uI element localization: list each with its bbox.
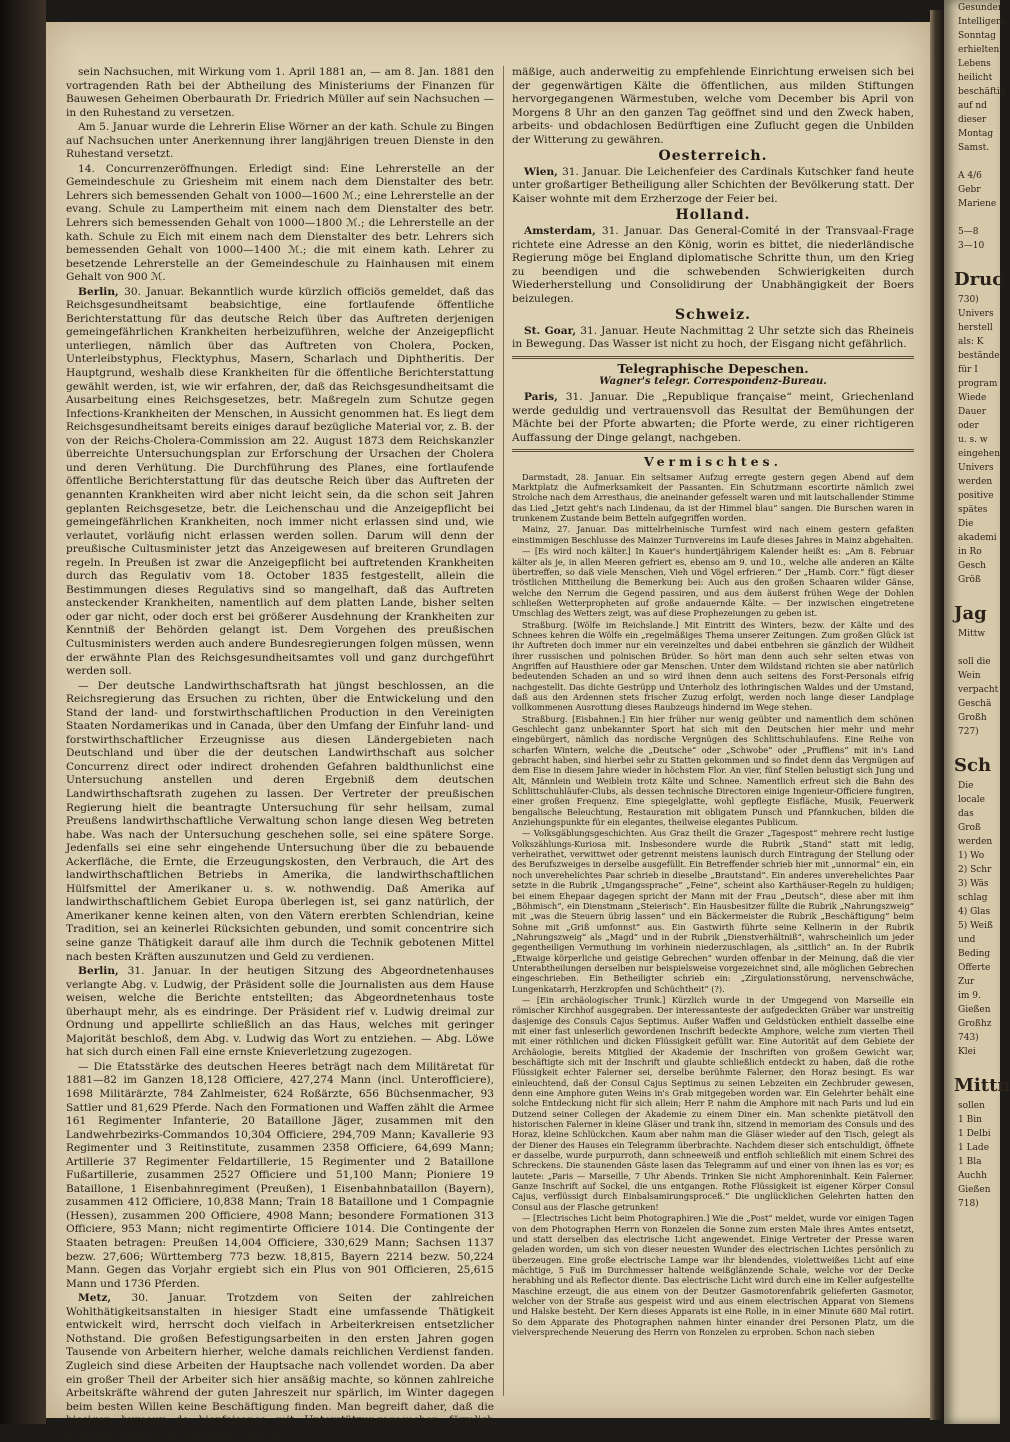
text-fragment: Univers [958, 463, 994, 473]
article-text: 30. Januar. Bekanntlich wurde kürzlich officiös gemeldet, daß das Reichsgesundheitsamt beabsichtige, eine fortlaufende öffentliche Berichterstattung für das deutsche Reich über das Auftreten derjenigen gemeingefährlichen Krankheiten herbeizuführen, welche der Anzeigepflicht unterliegen, nämlich über das Auftreten von Cholera, Pocken, Unterleibstyphus, Flecktyphus, Masern, Scharlach und Diphtheritis. Der Hauptgrund, weshalb diese Krankheiten für die öffentliche Berichterstattung gewählt werden, ist, wie wir erfahren, der, daß das Reichsgesundheitsamt die Ausarbeitung eines Reichsgesetzes, betr. Maßregeln zum Schutze gegen Infections-Krankheiten der Menschen, in Aussicht genommen hat. Es liegt dem Reichsgesundheitsamt bereits einiges darauf bezügliche Material vor, z. B. der von der Reichs-Cholera-Commission am 22. August 1873 dem Reichskanzler überreichte Untersuchungsplan zur Erforschung der Ursachen der Cholera und deren Verhütung. Die Durchführung des Planes, eine fortlaufende öffentliche Berichterstattung für das deutsche Reich über das Auftreten der genannten Krankheiten wird aber nicht leicht sein, da die schon seit Jahren geplanten Reichsgesetze, betr. die Leichenschau und die Anzeigepflicht bei gemeingefährlichen Krankheiten, noch immer nicht erlassen sind und, wie verlautet, vorläufig nicht erlassen werden sollen. Darum will denn der preußische Cultusminister jetzt das Anzeigewesen auf breiteren Grundlagen regeln. In Preußen ist zwar die Anzeigepflicht bei auftretenden Krankheiten durch das Regulativ vom 18. October 1835 festgestellt, allein die Bestimmungen dieses Regulativs sind so mangelhaft, daß das Auftreten ansteckender Krankheiten, namentlich auf dem platten Lande, bisher selten oder gar nicht, oder doch erst bei größerer Ausdehnung der Krankheiten zur Kenntniß der Behörden gelangt ist. Dem Vorgehen des preußischen Cultusministers werden auch andere Bundesregierungen folgen müssen, wenn der erwähnte Plan des Reichsgesundheitsamtes voll und ganz durchgeführt werden soll. [66, 285, 494, 678]
text-fragment: werden [958, 477, 993, 487]
text-fragment: 743) [958, 1033, 979, 1043]
section-heading-schweiz: Schweiz. [675, 307, 751, 324]
text-fragment: Groß [958, 823, 981, 833]
text-fragment [944, 738, 1000, 752]
text-fragment: Univers [958, 309, 994, 319]
text-fragment: Gießen [958, 1185, 991, 1195]
text-fragment: Großh [958, 713, 987, 723]
news-item: — [Es wird noch kälter.] In Kauer's hundertjährigem Kalender heißt es: „Am 8. Februar kälter als je, in allen Meeren gefriert es, ebenso am 9. und 10., welche alle anderen an Kälte übertreffen, so daß viele Menschen, Vieh und Vögel erfrieren.“ Der „Hamb. Corr.“ fügt dieser tröstlichen Mittheilung die Bemerkung bei: Auch aus den großen Schaaren wilder Gänse, welche den Nerrum die Gegend passiren, und aus dem äußerst frühen Wege der Dohlen schließen Wetterpropheten auf große andauernde Kälte. — Der inzwischen eingetretene Umschlag des Wetters zeigt, was auf diese Prophezeiungen zu geben ist. [512, 546, 914, 619]
article-etatsstaerke: — Die Etatsstärke des deutschen Heeres beträgt nach dem Militäretat für 1881—82 im Ganzen 18,128 Officiere, 427,274 Mann (incl. Unterofficiere), 1698 Militärärzte, 784 Zahlmeister, 624 Roßärzte, 656 Büchsenmacher, 93 Sattler und 81,629 Pferde. Nach den Formationen und Waffen zählt die Armee 161 Regimenter Infanterie, 20 Bataillone Jäger, zusammen mit den Landwehrbezirks-Commandos 10,304 Officiere, 294,709 Mann; Kavallerie 93 Regimenter und 3 Reitinstitute, zusammen 2358 Officiere, 64,699 Mann; Artillerie 37 Regimenter Feldartillerie, 15 Regimenter und 2 Bataillone Fußartillerie, zusammen 2527 Officiere und 51,100 Mann; Pioniere 19 Bataillone, 1 Eisenbahnregiment (Preußen), 1 Eisenbahnbataillon (Bayern), zusammen 412 Officiere, 10,838 Mann; Train 18 Bataillone und 1 Compagnie (Hessen), zusammen 200 Officiere, 4908 Mann; besondere Formationen 313 Officiere, 953 Mann; nicht regimentirte Officiere 1014. Die Contingente der Staaten betragen: Preußen 14,004 Officiere, 330,629 Mann; Sachsen 1137 bezw. 27,606; Württemberg 773 bezw. 18,815, Bayern 2214 bezw. 50,224 Mann. Gegen das Vorjahr ergiebt sich ein Plus von 901 Officieren, 25,615 Mann und 1736 Pferden. [66, 1060, 494, 1290]
text-fragment: oder [958, 421, 979, 431]
dateline: Paris, [524, 391, 558, 404]
text-fragment [944, 586, 1000, 600]
article-text: 30. Januar. Trotzdem von Seiten der zahlreichen Wohlthätigkeitsanstalten in hiesiger Stadt eine umfassende Thätigkeit entwickelt wird, herrscht doch vielfach in Arbeiterkreisen entsetzlicher Nothstand. Die großen Befestigungsarbeiten in den ersten Jahren gogen Tausende von Arbeitern hierher, welche damals reichlichen Verdienst fanden. Zugleich sind diese Arbeiten der Hauptsache nach vollendet worden. Da aber ein großer Theil der Arbeiter sich hier ansäßig machte, so können zahlreiche Arbeitskräfte während der guten Jahreszeit nur spärlich, im Winter dagegen beim besten Willen keine Beschäftigung finden. Man begreift daher, daß die hiesigen bureaux de bienfaisance mit Unterstützungsgesuchen förmlich bestürmt werden. Als besonders zweck- [66, 1292, 494, 1440]
adjacent-page-fragment [944, 0, 1010, 1424]
text-fragment: eingehen [958, 449, 1001, 459]
text-fragment: Auchh [958, 1171, 987, 1181]
text-fragment [944, 154, 1000, 168]
text-fragment: 1 Lade [958, 1143, 990, 1153]
text-fragment: Gebr [958, 185, 981, 195]
text-fragment: als: K [958, 337, 984, 347]
text-fragment: Intelligent [958, 17, 1006, 27]
text-fragment: 3—10 [958, 241, 985, 251]
text-fragment: 1 Bin [958, 1115, 982, 1125]
text-fragment: Größ [958, 575, 981, 585]
text-fragment: 718) [958, 1199, 979, 1209]
text-fragment: das [958, 809, 974, 819]
text-fragment: positive [958, 491, 994, 501]
article-wien [512, 166, 914, 207]
article-paris [512, 391, 914, 445]
text-fragment: Mittw [958, 629, 986, 639]
text-fragment: locale [958, 795, 985, 805]
page-edge [930, 10, 944, 1420]
text-fragment: sollen [958, 1101, 985, 1111]
text-fragment: 1 Bla [958, 1157, 982, 1167]
news-item: — [Ein archäologischer Trunk.] Kürzlich wurde in der Umgegend von Marseille ein römischer Kirchhof ausgegraben. Der interessanteste der aufgedeckten Gräber war unstreitig dasjenige des Consuls Cajus Septimus. Außer Waffen und Geldstücken enthielt dasselbe eine mit einer fast unleserlich gewordenen Inschrift bedeckte Amphore, welche zum vierten Theil mit einer röthlichen und dicken Flüssigkeit gefüllt war. Eine Autorität auf dem Gebiete der Archäologie, bereits Mitglied der Akademie der Inschriften von großem Gewicht war, beschäftigte sich mit der Inschrift und glaubte schließlich entdeckt zu haben, daß die rothe Flüssigkeit echter Falerner sei, derselbe berühmte Falerner, den Horaz besingt. Es war einleuchtend, daß der Consul Cajus Septimus zu seinen Lebzeiten ein Zechbruder gewesen, denn eine Amphore guten Weins in's Grab mitgegeben worden war. Ein Gelehrter behält eine solche Entdeckung nicht für sich allein; Herr P. nahm die Amphore mit nach Paris und lud ein Dutzend seiner Collegen der Akademie zu einem Diner ein. Man schenkte pietätvoll den historischen Falerner in kleine Gläser und trank ihn, sitzend in memoriam des Consuls und des Horaz, kleine Schlückchen. Kaum aber nahm man die Gläser wieder auf den Tisch, gelegt als der Diener des Hauses ein Telegramm überbrachte. Nachdem dieser sich entschuldigt, öffnete er dasselbe, wurde purpurroth, dann schneeweiß und entfloh schließlich mit einem Schrei des Schreckens. Die staunenden Gäste lasen das Telegramm auf und einer von ihnen las es vor; es lautete: „Paris — Marseille, 7 Uhr Abends. Trinken Sie nicht Amphoreninhalt. Kein Falerner. Ganze Inschrift auf Sockel, die uns entgangen. Rothe Flüssigkeit ist eigener Körper Consul Cajus, verflüssigt durch Einbalsamirungsproceß.“ Die unglücklichen Gelehrten hatten den Consul aus der Flasche getrunken! [512, 994, 914, 1212]
text-fragment: akademi [958, 533, 997, 543]
text-fragment: bestände [958, 351, 1000, 361]
news-item: Darmstadt, 28. Januar. Ein seltsamer Aufzug erregte gestern gegen Abend auf dem Marktplatz die Aufmerksamkeit der Passanten. Ein Schutzmann escortirte nämlich zwei Strolche nach dem Arresthaus, die aneinander gefesselt waren und mit lautschallender Stimme das Lied „Jetzt geht's nach Lindenau, da ist der Himmel blau“ sangen. Die Burschen waren in trunkenem Zustande beim Betteln aufgegriffen worden. [512, 471, 914, 524]
text-fragment: 1) Wo [958, 851, 985, 861]
text-fragment: spätes [958, 505, 988, 515]
article-landwirthschaftsrath: — Der deutsche Landwirthschaftsrath hat jüngst beschlossen, an die Reichsregierung das Ersuchen zu richten, über die Entwickelung und den Stand der land- und forstwirthschaftlichen Production in den Vereinigten Staaten Nordamerikas und in Canada, über den Umfang der Einfuhr land- und forstwirthschaftlicher Erzeugnisse aus diesen Ländergebieten nach Deutschland und über die der deutschen Landwirthschaft aus solcher Concurrenz direct oder indirect drohenden Gefahren baldthunlichst eine Untersuchung anstellen und deren Ergebniß dem deutschen Landwirthschaftsrath zugehen zu lassen. Der Vertreter der preußischen Regierung hielt die beantragte Untersuchung für sehr heilsam, zumal Preußens landwirthschaftliche Verwaltung schon lange diesen Weg betreten habe. Was nach der Untersuchung geschehen solle, sei eine spätere Sorge. Jedenfalls sei eine sehr eingehende Untersuchung über die zu bebauende Ackerfläche, die Ernte, die Erzeugungskosten, den Verbrauch, die Art des landwirthschaftlichen Betriebs in Amerika, die landwirthschaftlichen Hülfsmittel der Amerikaner u. s. w. nothwendig. Daß Amerika auf landwirthschaftlichem Gebiet Europa überlegen ist, sei ganz natürlich, der Amerikaner kenne keinen alten, von den Vätern ererbten Schlendrian, keine Tradition, sei an keinerlei Rücksichten gebunden, und somit concentrire sich seine ganze Thätigkeit darauf alle ihm durch die Technik gebotenen Mittel nach besten Kräften auszunutzen und Geld zu verdienen. [66, 679, 494, 963]
text-fragment: Mariene [958, 199, 997, 209]
text-fragment: Großhz [958, 1019, 992, 1029]
column-divider [503, 66, 504, 1396]
text-fragment: erhielten [958, 45, 1000, 55]
text-fragment: Samst. [958, 143, 990, 153]
text-fragment: Wiede [958, 393, 987, 403]
section-heading-vermischtes: Vermischtes. [644, 454, 782, 470]
text-fragment: Gießen [958, 1005, 991, 1015]
news-item: Mainz, 27. Januar. Das mittelrheinische Turnfest wird nach einem gestern gefaßten einstimmigen Beschlusse des Mainzer Turnvereins im Laufe dieses Jahres in Mainz abgehalten. [512, 524, 914, 545]
newspaper-page [46, 22, 930, 1440]
dateline: Metz, [78, 1292, 112, 1305]
dateline: Amsterdam, [524, 225, 596, 238]
text-fragment: Die [958, 519, 974, 529]
text-fragment: Mittn [954, 1075, 1010, 1096]
text-fragment: Beding [958, 949, 991, 959]
left-column [66, 66, 494, 1442]
text-fragment: im 9. [958, 991, 981, 1001]
text-fragment: auf nd [958, 101, 987, 111]
text-fragment: Sch [954, 755, 992, 776]
text-fragment: Offerte [958, 963, 991, 973]
article-text: 31. Januar. Das General-Comité in der Transvaal-Frage richtete eine Adresse an den König, worin es bittet, die niederländische Regierung möge bei England diplomatische Schritte thun, um den Krieg zu beendigen und die schwebenden Schwierigkeiten durch Wiederherstellung und Consolidirung der Unabhängigkeit der Boers beizulegen. [512, 225, 914, 305]
paragraph: 14. Concurrenzeröffnungen. Erledigt sind: Eine Lehrerstelle an der Gemeindeschule zu Griesheim mit einem nach dem Dienstalter des betr. Lehrers sich bemessenden Gehalt von 1000—1600 ℳ.; eine Lehrerstelle an der evang. Schule zu Lampertheim mit einem nach dem Dienstalter des betr. Lehrers sich bemessenden Gehalt von 1000—1800 ℳ.; die Lehrerstelle an der kath. Schule zu Eich mit einem nach dem Dienstalter des betr. Lehrers sich bemessenden Gehalt von 1000—1400 ℳ.; die mit einem kath. Lehrer zu besetzende Lehrerstelle an der Gemeindeschule zu Hainhausen mit einem Gehalt von 900 ℳ. [66, 162, 494, 284]
section-divider [512, 356, 914, 359]
text-fragment: schlag [958, 893, 988, 903]
right-column [512, 66, 914, 1338]
text-fragment: Geschä [958, 699, 992, 709]
paragraph: Am 5. Januar wurde die Lehrerin Elise Wörner an der kath. Schule zu Bingen auf Nachsuchen unter Anerkennung ihrer langjährigen treuen Dienste in den Ruhestand versetzt. [66, 121, 494, 161]
text-fragment: für I [958, 365, 978, 375]
text-fragment: program [958, 379, 998, 389]
text-fragment: Zur [958, 977, 975, 987]
text-fragment: Jag [954, 603, 987, 624]
text-fragment: Dauer [958, 407, 987, 417]
dateline: St. Goar, [524, 324, 577, 337]
text-fragment: Gesch [958, 561, 986, 571]
news-item: Straßburg. [Wölfe im Reichslande.] Mit Eintritt des Winters, bezw. der Kälte und des Schnees kehren die Wölfe ein „regelmäßiges Thema unserer Zeitungen. Zum großen Glück ist ihr Auftreten doch immer nur ein vereinzeltes und dabei entbehren sie gänzlich der Wildheit ihrer russischen und polnischen Brüder. So hört man denn auch sehr selten etwas von Angriffen auf Hausthiere oder gar Menschen. Unter dem Wildstand richten sie aber natürlich bedeutenden Schaden an und so wird ihnen denn auch seitens des Forst-Personals eifrig nachgestellt. Das dichte Gestrüpp und Unterholz des lothringischen Waldes und der Umstand, daß aus den Ardennen stets frischer Zuzug erfolgt, werden noch lange dieser Landplage vollkommenen Ausrottung dieses Raubzeugs hindernd im Wege stehen. [512, 619, 914, 713]
text-fragment: Montag [958, 129, 994, 139]
text-fragment: A 4/6 [958, 171, 982, 181]
section-heading-telegraph: Telegraphische Depeschen. [617, 360, 809, 376]
text-fragment: u. s. w [958, 435, 988, 445]
text-fragment: soll die [958, 657, 991, 667]
text-fragment: Wein [958, 671, 981, 681]
section-heading-oesterreich: Oesterreich. [658, 148, 768, 165]
text-fragment: und [958, 935, 976, 945]
text-fragment: verpacht [958, 685, 999, 695]
text-fragment: heilicht [958, 73, 993, 83]
text-fragment: beschäftig [958, 87, 1006, 97]
article-st-goar [512, 325, 914, 352]
article-berlin-1 [66, 286, 494, 679]
text-fragment: 3) Wäs [958, 879, 989, 889]
text-fragment: Sonntag [958, 31, 996, 41]
text-fragment: werden [958, 837, 993, 847]
book-spine [0, 0, 46, 1424]
text-fragment: 730) [958, 295, 979, 305]
article-text: 31. Januar. Die „Republique française“ meint, Griechenland werde geduldig und vertrauensvoll das Resultat der Bemühungen der Mächte bei der Pforte abwarten; die Pforte werde, zu einer richtigeren Auffassung der Dinge gelangt, nachgeben. [512, 391, 915, 444]
text-fragment: Die [958, 781, 974, 791]
article-text: 31. Januar. Die Leichenfeier des Cardinals Kutschker fand heute unter großartiger Betheiligung aller Schichten der Bevölkerung statt. Der Kaiser wohnte mit dem Erzherzoge der Feier bei. [512, 165, 914, 205]
article-text: 31. Januar. In der heutigen Sitzung des Abgeordnetenhauses verlangte Abg. v. Ludwig, der Präsident solle die Journalisten aus dem Hause weisen, welche die Berichte entstellten; das Abgeordnetenhaus toste überhaupt mehr, als es eindringe. Der Präsident rief v. Ludwig dreimal zur Ordnung und appellirte schließlich an das Haus, welches mit geringer Majorität beschloß, dem Abg. v. Ludwig das Wort zu entziehen. — Abg. Löwe hat sich durch einen Fall eine ernste Knieverletzung zugezogen. [66, 965, 494, 1059]
text-fragment: in Ro [958, 547, 982, 557]
news-item: — [Electrisches Licht beim Photographiren.] Wie die „Post“ meldet, wurde vor einigen Tagen von dem Photographen Herrn von Ronzelen die Sonne zum ersten Male ihres Amtes entsetzt, und statt derselben das electrische Licht angewendet. Einige Vertreter der Presse waren geladen worden, um sich von dieser neuesten Wunder des electrischen Lichtes persönlich zu überzeugen. Eine große electrische Lampe war ihr blendendes, violettweißes Licht auf eine mächtige, 5 Fuß im Durchmesser haltende weißglänzende Schale, welche vor der Decke herabhing und als Reflector diente. Das electrische Licht wird durch eine im Keller aufgestellte Maschine erzeugt, die aus einem von der Deutzer Gasmotorenfabrik gelieferten Gasmotor, welcher von der Straße aus gespeist wird und aus einem electrischen Apparat von Siemens und Halske besteht. Der Kern dieses Apparats ist eine Rolle, in in einer Minute 680 Mal rotirt. So dem Apparate des Photographen nahmen hinter einander drei Personen Platz, um die vielversprechende Neuerung des Herrn von Ronzelen zu erproben. Schon nach sieben [512, 1213, 914, 1337]
text-fragment [944, 252, 1000, 266]
text-fragment: Klei [958, 1047, 976, 1057]
text-fragment: 4) Glas [958, 907, 991, 917]
text-fragment: herstell [958, 323, 993, 333]
text-fragment: Gesunden [958, 3, 1004, 13]
dateline: Berlin, [78, 285, 119, 298]
paragraph: sein Nachsuchen, mit Wirkung vom 1. April 1881 an, — am 8. Jan. 1881 den vortragenden Rath bei der Abtheilung des Ministeriums der Finanzen für Bauwesen Geheimen Oberbaurath Dr. Friedrich Müller auf sein Nachsuchen — in den Ruhestand zu versetzen. [66, 66, 494, 119]
text-fragment: Lebens [958, 59, 991, 69]
article-text: 31. Januar. Heute Nachmittag 2 Uhr setzte sich das Rheineis in Bewegung. Das Wasser ist nicht zu hoch, der Eisgang nicht gefährlich. [512, 324, 914, 351]
dateline: Wien, [524, 165, 558, 178]
vermischtes-list [512, 472, 914, 1338]
text-fragment: Druc [954, 269, 1004, 290]
text-fragment: 2) Schr [958, 865, 992, 875]
section-heading-holland: Holland. [675, 207, 751, 224]
article-metz [66, 1292, 494, 1441]
section-subheading: Wagner's telegr. Correspondenz-Bureau. [599, 376, 827, 388]
text-fragment: 5—8 [958, 227, 979, 237]
article-amsterdam [512, 225, 914, 306]
text-fragment: 5) Weiß [958, 921, 993, 931]
article-berlin-2 [66, 965, 494, 1060]
text-fragment: 1 Delbi [958, 1129, 991, 1139]
news-item: Straßburg. [Eisbahnen.] Ein hier früher nur wenig geübter und namentlich dem schönen Geschlecht ganz unbekannter Sport hat sich mit den Deutschen hier mehr und mehr eingebürgert, nämlich das nordische Vergnügen des Schlittschuhlaufens. Eine Reihe von scharfen Wintern, welche die „Deutsche“ oder „Schwobe“ oder „Pruffiens“ mit in's Land gebracht haben, sind hierbei sehr zu Statten gekommen und so findet denn das Vergnügen auf dem Eise in diesem Jahre wieder in höchstem Flor. An vier, fünf Stellen belustigt sich Jung und Alt, Männlein und Weiblein trotz Kälte und Schnee. Namentlich erfreut sich die Bahn des Schlittschuhläufer-Clubs, als dessen technische Directoren einige Ingenieur-Officiere fungiren, einer großen Frequenz. Eine spiegelglatte, wohl gepflegte Eisfläche, Musik, Feuerwerk bengalische Beleuchtung, Restauration mit obligatem Punsch und Pfannkuchen, bilden die Anziehungspunkte für ein elegantes, theilweise elegantes Publicum. [512, 713, 914, 828]
text-fragment: dieser [958, 115, 987, 125]
paragraph: mäßige, auch anderweitig zu empfehlende Einrichtung erweisen sich bei der gegenwärtigen Kälte die öffentlichen, aus milden Stiftungen hervorgegangenen Wärmestuben, welche vom December bis April von Morgens 8 Uhr an den ganzen Tag geöffnet sind und den Zweck haben, arbeits- und obdachlosen Bedürftigen eine Zuflucht gegen die Unbilden der Witterung zu gewähren. [512, 66, 914, 146]
text-fragment [944, 1058, 1000, 1072]
news-item: — Volksgäblungsgeschichten. Aus Graz theilt die Grazer „Tagespost“ mehrere recht lustige Volkszählungs-Kuriosa mit. Insbesondere wurde die Rubrik „Stand“ statt mit ledig, verheirathet, verwittwet oder getrennt meistens launisch durch Eintragung der Stellung oder des Berufszweiges in derselbe ausgefüllt. Ein Betreffender schrieb hier mit „unnormal“ ein, ein noch unverehelichtes Paar schrieb in dieselbe „Brautstand“. Ein anderes unverehelichtes Paar setzte in die Rubrik „Umgangssprache“ „Feine“, scheint also Karthäuser-Regeln zu huldigen; bei einem Ehepaar dagegen spricht der Mann mit der Frau „Deutsch“, diese aber mit ihm „Böhmisch“, ein Dienstmann „Steierisch“. Ein Hausbesitzer füllte die Rubrik „Nahrungszweig“ mit „was die Steuern übrig lassen“ und ein Bäckermeister die Rubrik „Beschäftigung“ beim Sohne mit „Griß umfonnst“ aus. Ein Gastwirth führte seine Kellnerin in der Rubrik „Nahrungszweig“ als „Magd“ und in der Rubrik „Dienstverhältniß“, wahrscheinlich um jeder gegentheiligen Vermuthung im vorhinein niederzuschlagen, als „sittlich“ an. In der Rubrik „Etwaige körperliche und geistige Gebrechen“ wurden offenbar in der Meinung, daß die vier Unterabtheilungen derselben nur beispielsweise vorgezeichnet sind, alle möglichen Gebrechen eingeschrieben. Ein Betheiligter schrieb ein: „Zirgulationsstörung, nervenschwäche, Lungenkatarrh, Herzkropfen und Schüchtheit“ (?). [512, 828, 914, 994]
text-fragment [944, 640, 1000, 654]
section-divider [512, 449, 914, 452]
text-fragment [944, 210, 1000, 224]
text-fragment: 727) [958, 727, 979, 737]
dateline: Berlin, [78, 965, 119, 978]
